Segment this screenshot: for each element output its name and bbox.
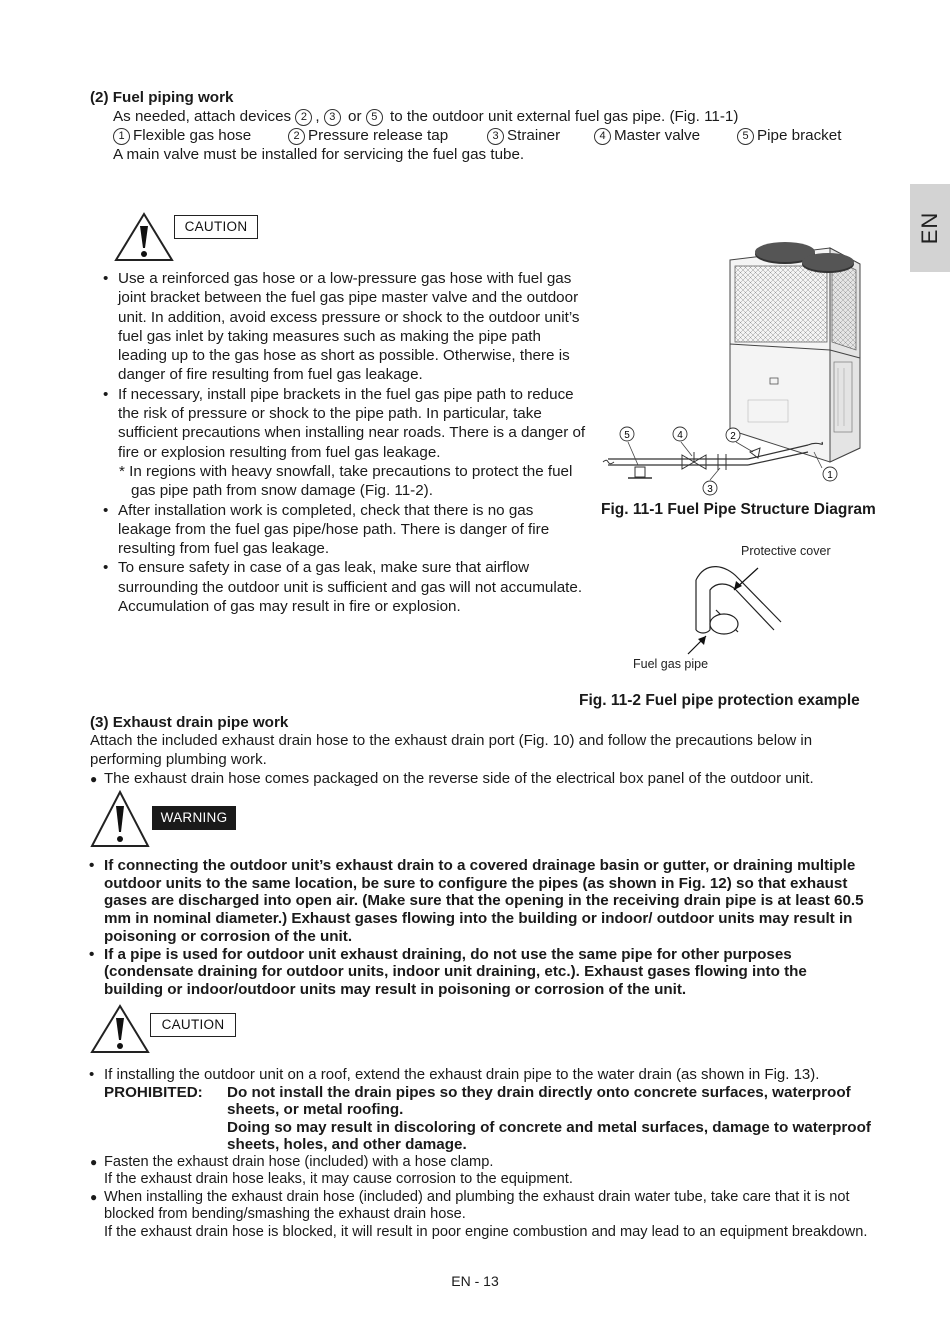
section-3-intro: Attach the included exhaust drain hose to the exhaust drain port (Fig. 10) and follow the precautions below in performing plumbing work.: [90, 732, 813, 768]
language-tab-label: EN: [917, 211, 942, 245]
language-tab: [910, 184, 950, 272]
fig1-label: 4: [677, 430, 683, 441]
device-name: Strainer: [507, 127, 561, 144]
caution-bullet: • After installation work is completed, check that there is no gas leakage from the fuel gas pipe/hose path. There is danger of fire resulting from fuel gas leakage.: [90, 501, 590, 559]
protective-cover-label: Protective cover: [741, 544, 831, 558]
bend-bullet: ● When installing the exhaust drain hose (included) and plumbing the exhaust drain water tube, take care that it is not blocked from bending/smashing the exhaust drain hose.: [90, 1189, 880, 1224]
clamp-note: If the exhaust drain hose leaks, it may cause corrosion to the equipment.: [104, 1171, 573, 1188]
intro-text-b: to the outdoor unit external fuel gas pipe. (Fig. 11-1): [385, 108, 739, 125]
caution-bullets: [90, 269, 590, 616]
caution-bullet: • To ensure safety in case of a gas leak, make sure that airflow surrounding the outdoor unit is sufficient and gas will not accumulate.: [90, 558, 590, 597]
warning-bullet: • If a pipe is used for outdoor unit exhaust draining, do not use the same pipe for other purposes (condensate draining for outdoor units, indoor unit draining, etc.). Exhaust gases flowing into the building or indoor/outdoor units may result in poisoning or corrosion of the unit.: [76, 946, 866, 999]
intro-text-a: As needed, attach devices: [113, 108, 296, 125]
circled-number: 5: [737, 128, 754, 145]
device-list-item: [113, 126, 251, 145]
fig1-label: 1: [827, 470, 833, 481]
circled-number: 4: [594, 128, 611, 145]
circled-number: 3: [324, 109, 341, 126]
warning-bullets: [76, 857, 866, 999]
device-list-item: [288, 126, 448, 145]
fuel-pipe-structure-diagram: [598, 230, 898, 498]
fig-11-2-caption: Fig. 11-2 Fuel pipe protection example: [579, 692, 860, 709]
device-list-item: [737, 126, 841, 145]
caution-label: CAUTION: [174, 215, 258, 239]
prohibited-text: [227, 1084, 876, 1154]
accumulation-note: Accumulation of gas may result in fire or explosion.: [118, 598, 461, 616]
caution-label: CAUTION: [150, 1013, 236, 1037]
circled-number: 3: [487, 128, 504, 145]
caution-2-block: [76, 1066, 876, 1154]
warning-triangle-icon: [90, 790, 150, 848]
fig-11-1-caption: Fig. 11-1 Fuel Pipe Structure Diagram: [601, 501, 876, 518]
warning-triangle-icon: [114, 212, 174, 262]
warning-bullet: • If connecting the outdoor unit’s exhaust drain to a covered drainage basin or gutter, or draining multiple outdoor units to the same location, be sure to configure the pipes (as shown in Fig. 12) so that exhaust gases are discharged into open air. (Make sure that the opening in the receiving drain pipe is at least 60.5 mm in nominal diameter.) Exhaust gases flowing into the building or indoor/ outdoor units may result in poisoning or corrosion of the unit.: [76, 857, 866, 946]
warning-triangle-icon: [90, 1004, 150, 1054]
device-name: Flexible gas hose: [133, 127, 252, 144]
circled-number: 2: [288, 128, 305, 145]
caution-bullet: • If necessary, install pipe brackets in the fuel gas pipe path to reduce the risk of pressure or shock to the pipe path. In particular, take sufficient precautions when installing near roads. There is a danger of fire or explosion resulting from fuel gas leakage.: [90, 385, 590, 462]
circled-number: 2: [295, 109, 312, 126]
intro-separator: ,: [315, 108, 324, 125]
section-2-intro: [113, 107, 738, 126]
prohibited-text-2: Doing so may result in discoloring of concrete and metal surfaces, damage to waterproof sheets, holes, and other damage.: [227, 1118, 871, 1154]
prohibited-text-1: Do not install the drain pipes so they drain directly onto concrete surfaces, waterproof sheets, or metal roofing.: [227, 1083, 851, 1119]
snowfall-note: * In regions with heavy snowfall, take precautions to protect the fuel gas pipe path from snow damage (Fig. 11-2).: [119, 462, 573, 500]
device-name: Pressure release tap: [308, 127, 449, 144]
fuel-pipe-protection-drawing: [676, 560, 796, 660]
clamp-bullet: ● Fasten the exhaust drain hose (included) with a hose clamp.: [90, 1154, 880, 1171]
section-2-heading: (2) Fuel piping work: [90, 89, 234, 106]
fig1-label: 2: [730, 431, 736, 442]
circled-number: 5: [366, 109, 383, 126]
packaged-note: ● The exhaust drain hose comes packaged on the reverse side of the electrical box panel of the outdoor unit.: [90, 770, 894, 788]
main-valve-note: A main valve must be installed for servicing the fuel gas tube.: [113, 146, 525, 163]
intro-separator: or: [343, 108, 366, 125]
device-name: Master valve: [614, 127, 701, 144]
device-list-item: [487, 126, 560, 145]
bend-note: If the exhaust drain hose is blocked, it will result in poor engine combustion and may lead to an equipment breakdown.: [104, 1223, 868, 1240]
fuel-gas-pipe-label: Fuel gas pipe: [633, 657, 709, 671]
page-number: EN - 13: [451, 1273, 499, 1289]
device-name: Pipe bracket: [757, 127, 842, 144]
prohibited-row: [76, 1084, 876, 1154]
circled-number: 1: [113, 128, 130, 145]
warning-label: WARNING: [152, 806, 236, 830]
device-list-item: [594, 126, 700, 145]
drain-hose-notes: [90, 1154, 880, 1241]
prohibited-label: PROHIBITED:: [104, 1083, 203, 1101]
caution-bullet: • Use a reinforced gas hose or a low-pressure gas hose with fuel gas joint bracket between the fuel gas pipe master valve and the outdoor unit. In addition, avoid excess pressure or shock to the outdoor unit’s fuel gas inlet by taking measures such as making the pipe path leading up to the gas hose as short as possible. Otherwise, there is danger of fire resulting from fuel gas leakage.: [90, 269, 590, 385]
fig1-label: 5: [624, 430, 630, 441]
roof-bullet: • If installing the outdoor unit on a roof, extend the exhaust drain pipe to the water drain (as shown in Fig. 13).: [76, 1066, 876, 1084]
fig1-label: 3: [707, 484, 713, 495]
section-3-heading: (3) Exhaust drain pipe work: [90, 714, 289, 731]
